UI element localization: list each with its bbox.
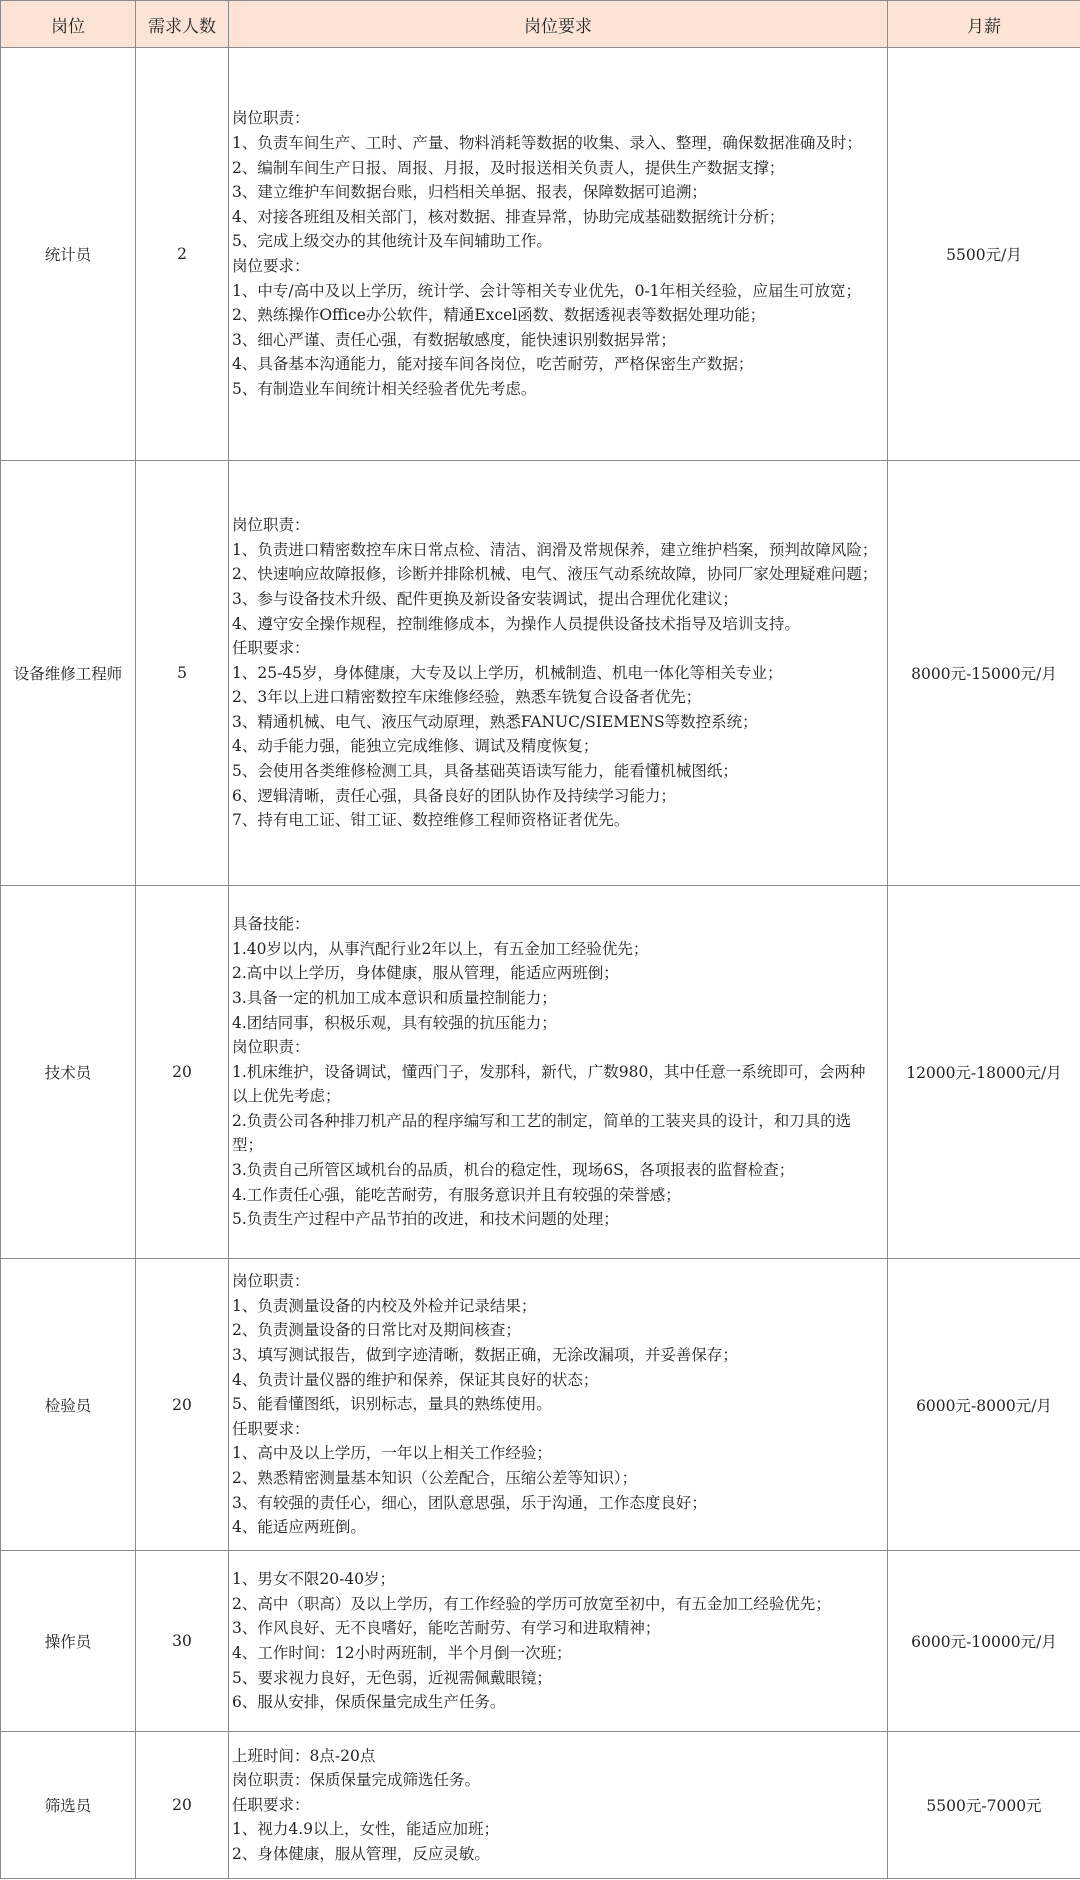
requirement-line: 1、负责测量设备的内校及外检并记录结果； [232, 1296, 537, 1315]
header-salary: 月薪 [888, 1, 1080, 48]
requirement-line: 岗位职责：保质保量完成筛选任务。 [232, 1771, 481, 1790]
count-cell: 20 [136, 886, 229, 1259]
count-cell: 30 [136, 1551, 229, 1732]
requirement-line: 3、建立维护车间数据台账，归档相关单据、报表，保障数据可追溯； [232, 183, 707, 202]
requirements-cell [229, 461, 888, 886]
requirement-line: 6、逻辑清晰，责任心强，具备良好的团队协作及持续学习能力； [232, 786, 676, 805]
salary-cell: 12000元-18000元/月 [888, 886, 1080, 1259]
requirements-cell [229, 1732, 888, 1879]
salary-cell: 6000元-8000元/月 [888, 1259, 1080, 1551]
requirement-line: 1.40岁以内，从事汽配行业2年以上，有五金加工经验优先； [232, 939, 649, 958]
requirement-line: 5、要求视力良好，无色弱，近视需佩戴眼镜； [232, 1668, 552, 1687]
requirement-line: 1、视力4.9以上，女性，能适应加班； [232, 1820, 500, 1839]
header-count: 需求人数 [136, 1, 229, 48]
requirement-line: 2、3年以上进口精密数控车床维修经验，熟悉车铣复合设备者优先； [232, 688, 702, 707]
count-cell: 20 [136, 1259, 229, 1551]
position-cell: 技术员 [1, 886, 136, 1259]
table-row [1, 886, 1080, 1259]
requirement-line: 任职要求： [232, 1419, 310, 1438]
requirement-line: 2、高中（职高）及以上学历，有工作经验的学历可放宽至初中，有五金加工经验优先； [232, 1594, 831, 1613]
requirement-line: 6、服从安排，保质保量完成生产任务。 [232, 1693, 506, 1712]
requirement-line: 任职要求： [232, 1795, 310, 1814]
header-position: 岗位 [1, 1, 136, 48]
requirement-line: 3.具备一定的机加工成本意识和质量控制能力； [232, 988, 557, 1007]
requirement-line: 5、能看懂图纸，识别标志，量具的熟练使用。 [232, 1395, 552, 1414]
header-row [1, 1, 1080, 48]
requirement-line: 岗位要求： [232, 257, 310, 275]
requirement-line: 4、遵守安全操作规程，控制维修成本，为操作人员提供设备技术指导及培训支持。 [232, 614, 800, 633]
table-row [1, 1551, 1080, 1732]
requirement-line: 4.工作责任心强，能吃苦耐劳，有服务意识并且有较强的荣誉感； [232, 1185, 681, 1204]
requirement-line: 岗位职责： [232, 1272, 310, 1291]
requirement-line: 3、作风良好、无不良嗜好，能吃苦耐劳、有学习和进取精神； [232, 1619, 661, 1638]
salary-cell: 6000元-10000元/月 [888, 1551, 1080, 1732]
requirement-line: 2、熟练操作Office办公软件，精通Excel函数、数据透视表等数据处理功能； [232, 306, 766, 325]
requirements-cell [229, 1259, 888, 1551]
salary-cell: 5500元/月 [888, 48, 1080, 461]
salary-cell: 8000元-15000元/月 [888, 461, 1080, 886]
requirement-line: 5、完成上级交办的其他统计及车间辅助工作。 [232, 232, 552, 251]
position-cell: 筛选员 [1, 1732, 136, 1879]
salary-cell: 5500元-7000元 [888, 1732, 1080, 1879]
requirements-cell [229, 1551, 888, 1732]
requirement-line: 3.负责自己所管区域机台的品质，机台的稳定性，现场6S，各项报表的监督检查； [232, 1161, 795, 1180]
requirement-line: 5、会使用各类维修检测工具，具备基础英语读写能力，能看懂机械图纸； [232, 762, 738, 781]
requirement-line: 1.机床维护，设备调试，懂西门子，发那科，新代，广数980，其中任意一系统即可，会两种以上优先考虑； [232, 1062, 866, 1106]
count-cell: 5 [136, 461, 229, 886]
requirement-line: 1、高中及以上学历，一年以上相关工作经验； [232, 1444, 552, 1463]
table-row [1, 1732, 1080, 1879]
table-row [1, 1259, 1080, 1551]
count-cell: 2 [136, 48, 229, 461]
requirement-line: 3、填写测试报告，做到字迹清晰，数据正确，无涂改漏项，并妥善保存； [232, 1346, 738, 1365]
requirement-line: 3、参与设备技术升级、配件更换及新设备安装调试，提出合理优化建议； [232, 589, 738, 608]
requirement-line: 5、有制造业车间统计相关经验者优先考虑。 [232, 379, 537, 398]
requirement-line: 3、有较强的责任心，细心，团队意思强，乐于沟通，工作态度良好； [232, 1493, 707, 1512]
requirement-line: 1、中专/高中及以上学历，统计学、会计等相关专业优先，0-1年相关经验，应届生可放宽； [232, 281, 862, 300]
header-requirements: 岗位要求 [229, 1, 888, 48]
requirement-line: 1、负责进口精密数控车床日常点检、清洁、润滑及常规保养，建立维护档案，预判故障风险； [232, 540, 878, 559]
requirement-line: 具备技能： [232, 915, 310, 934]
position-cell: 设备维修工程师 [1, 461, 136, 886]
requirement-line: 7、持有电工证、钳工证、数控维修工程师资格证者优先。 [232, 811, 630, 830]
position-cell: 统计员 [1, 48, 136, 461]
requirement-line: 上班时间：8点-20点 [232, 1746, 376, 1765]
requirement-line: 任职要求： [232, 639, 310, 658]
requirement-line: 4.团结同事，积极乐观，具有较强的抗压能力； [232, 1013, 557, 1032]
requirement-line: 4、动手能力强，能独立完成维修、调试及精度恢复； [232, 737, 599, 756]
requirement-line: 4、对接各班组及相关部门，核对数据、排查异常，协助完成基础数据统计分析； [232, 207, 785, 226]
requirement-line: 4、具备基本沟通能力，能对接车间各岗位，吃苦耐劳，严格保密生产数据； [232, 355, 754, 374]
requirement-line: 1、25-45岁，身体健康，大专及以上学历，机械制造、机电一体化等相关专业； [232, 663, 783, 682]
requirements-cell [229, 886, 888, 1259]
requirement-line: 2、编制车间生产日报、周报、月报，及时报送相关负责人，提供生产数据支撑； [232, 158, 785, 177]
table-row [1, 461, 1080, 886]
requirement-line: 4、负责计量仪器的维护和保养，保证其良好的状态； [232, 1370, 599, 1389]
requirement-line: 1、负责车间生产、工时、产量、物料消耗等数据的收集、录入、整理，确保数据准确及时； [232, 134, 862, 153]
requirements-cell [229, 48, 888, 461]
requirement-line: 5.负责生产过程中产品节拍的改进，和技术问题的处理； [232, 1210, 619, 1229]
requirement-line: 岗位职责： [232, 1038, 310, 1057]
requirement-line: 2、负责测量设备的日常比对及期间核查； [232, 1321, 521, 1340]
requirement-line: 2、身体健康，服从管理，反应灵敏。 [232, 1844, 490, 1863]
count-cell: 20 [136, 1732, 229, 1879]
position-cell: 操作员 [1, 1551, 136, 1732]
requirement-line: 4、工作时间：12小时两班制，半个月倒一次班； [232, 1644, 572, 1662]
requirement-line: 岗位职责： [232, 109, 310, 128]
requirement-line: 岗位职责： [232, 516, 310, 535]
requirement-line: 3、细心严谨、责任心强，有数据敏感度，能快速识别数据异常； [232, 330, 676, 349]
requirement-line: 1、男女不限20-40岁； [232, 1570, 396, 1589]
position-cell: 检验员 [1, 1259, 136, 1551]
requirement-line: 3、精通机械、电气、液压气动原理，熟悉FANUC/SIEMENS等数控系统； [232, 712, 758, 731]
table-row [1, 48, 1080, 461]
requirement-line: 2.负责公司各种排刀机产品的程序编写和工艺的制定，简单的工装夹具的设计，和刀具的选型； [232, 1111, 852, 1155]
requirement-line: 2、熟悉精密测量基本知识（公差配合，压缩公差等知识）； [232, 1468, 638, 1487]
requirement-line: 2、快速响应故障报修，诊断并排除机械、电气、液压气动系统故障，协同厂家处理疑难问题； [232, 565, 878, 584]
requirement-line: 4、能适应两班倒。 [232, 1518, 366, 1537]
requirement-line: 2.高中以上学历，身体健康，服从管理，能适应两班倒； [232, 964, 619, 983]
